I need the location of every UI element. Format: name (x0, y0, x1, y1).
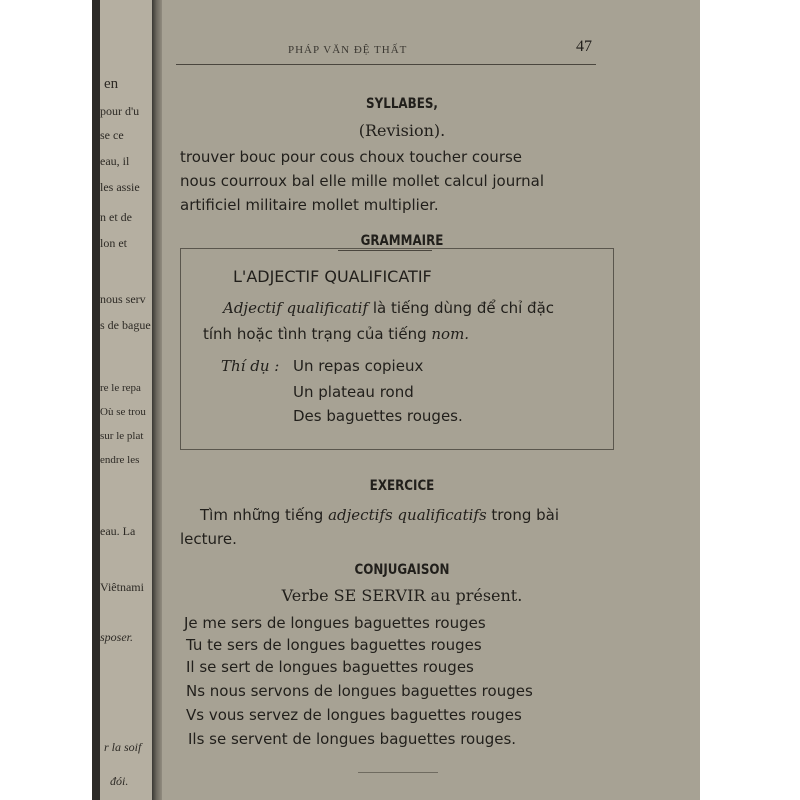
right-page (162, 0, 700, 800)
definition-text: là tiếng dùng để chỉ đặc (368, 299, 555, 317)
left-fragment: se ce (100, 128, 124, 142)
syllabes-line: nous courroux bal elle mille mollet calcul journal (180, 172, 545, 190)
left-fragment: eau, il (100, 154, 130, 168)
left-fragment: Viêtnami (100, 580, 144, 594)
left-fragment: re le repa (100, 382, 141, 394)
left-page (100, 0, 154, 800)
left-fragment: r la soif (104, 740, 142, 754)
conjugation-line: Vs vous servez de longues baguettes rouges (186, 706, 522, 724)
example-line: Un repas copieux (293, 357, 424, 375)
header-rule (176, 64, 596, 65)
left-fragment: lon et (100, 236, 127, 250)
exercice-term: adjectifs qualificatifs (328, 506, 487, 524)
box-title: L'ADJECTIF QUALIFICATIF (233, 267, 432, 286)
syllabes-title: SYLLABES, (366, 96, 438, 112)
left-fragment: en (104, 76, 119, 92)
conjugaison-subtitle: Verbe SE SERVIR au présent. (281, 586, 523, 605)
conjugation-line: Il se sert de longues baguettes rouges (186, 658, 474, 676)
running-title: PHÁP VĂN ĐỆ THẤT (288, 44, 408, 56)
conjugation-line: Ils se servent de longues baguettes rouges. (188, 730, 517, 748)
exercice-text: trong bài (486, 506, 559, 524)
left-fragment: Où se trou (100, 406, 146, 418)
exercice-line-1 (200, 506, 559, 524)
background-edge (700, 0, 800, 800)
conjugation-line: Ns nous servons de longues baguettes rouges (186, 682, 533, 700)
definition-line-2 (203, 325, 469, 343)
left-fragment: sur le plat (100, 430, 144, 442)
left-fragment: endre les (100, 454, 140, 466)
left-fragment: n et de (100, 210, 132, 224)
example-label: Thí dụ : (221, 357, 280, 375)
grammar-box (180, 248, 614, 450)
page-number: 47 (576, 38, 592, 55)
definition-line-1 (223, 299, 554, 317)
book-spine (92, 0, 100, 800)
example-line: Un plateau rond (293, 383, 414, 401)
conjugation-line: Je me sers de longues baguettes rouges (184, 614, 486, 632)
exercice-title: EXERCICE (369, 478, 435, 494)
grammaire-title: GRAMMAIRE (360, 233, 444, 249)
conjugation-line: Tu te sers de longues baguettes rouges (186, 636, 482, 654)
definition-term: Adjectif qualificatif (223, 299, 369, 317)
left-fragment: les assie (100, 180, 140, 194)
conjugaison-title: CONJUGAISON (354, 562, 450, 578)
left-fragment: sposer. (100, 630, 134, 644)
exercice-line-2: lecture. (180, 530, 237, 548)
definition-text: tính hoặc tình trạng của tiếng (203, 325, 432, 343)
footer-rule (358, 772, 438, 773)
exercice-text: Tìm những tiếng (200, 506, 329, 524)
left-fragment: nous serv (100, 292, 146, 306)
left-fragment: đói. (110, 774, 129, 788)
definition-term: nom. (431, 325, 470, 343)
syllabes-line: trouver bouc pour cous choux toucher course (180, 148, 523, 166)
example-line: Des baguettes rouges. (293, 407, 463, 425)
syllabes-subtitle: (Revision). (358, 121, 446, 140)
left-fragment: s de bague (100, 318, 151, 332)
syllabes-line: artificiel militaire mollet multiplier. (180, 196, 439, 214)
left-fragment: pour d'u (100, 104, 140, 118)
left-fragment: eau. La (100, 524, 136, 538)
